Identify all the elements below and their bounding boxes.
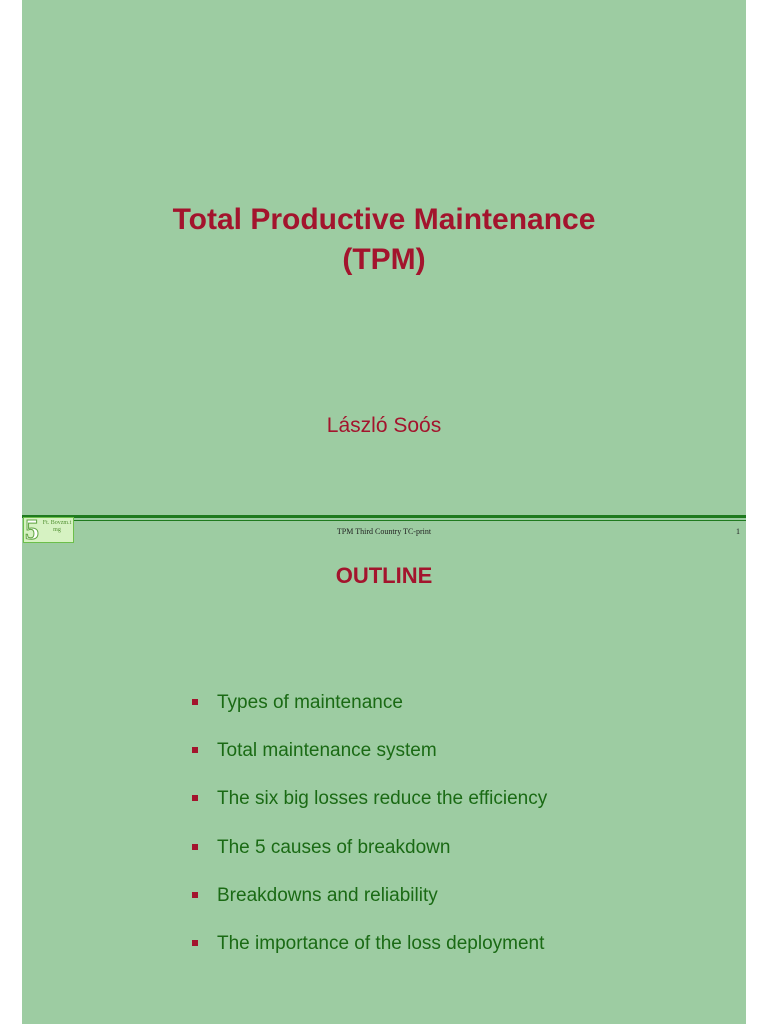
- square-bullet-icon: [192, 747, 198, 753]
- list-item: [190, 784, 547, 832]
- outline-heading: OUTLINE: [335, 563, 433, 588]
- slide-title-line-1: Total Productive Maintenance: [172, 203, 596, 236]
- footer-caption: TPM Third Country TC-print: [336, 527, 432, 536]
- list-item-label: Breakdowns and reliability: [217, 884, 438, 906]
- footer-divider: [22, 515, 746, 518]
- list-item: [190, 833, 547, 881]
- square-bullet-icon: [192, 795, 198, 801]
- slide-title-line-2: (TPM): [342, 243, 426, 276]
- document-page: [22, 0, 746, 1024]
- list-item: [190, 929, 547, 977]
- list-item-label: The 5 causes of breakdown: [217, 836, 451, 858]
- square-bullet-icon: [192, 844, 198, 850]
- logo-text: Ft. Bovzm.t mg: [42, 520, 72, 533]
- list-item: [190, 736, 547, 784]
- list-item-label: Total maintenance system: [217, 740, 437, 762]
- square-bullet-icon: [192, 892, 198, 898]
- page-number: 1: [736, 527, 740, 536]
- list-item: [190, 881, 547, 929]
- square-bullet-icon: [192, 699, 198, 705]
- list-item: [190, 688, 547, 736]
- footer-divider-thin: [72, 520, 746, 521]
- slide-title: [22, 200, 746, 280]
- list-item-label: Types of maintenance: [217, 692, 403, 713]
- logo-digit: 5: [25, 515, 39, 546]
- list-item-label: The six big losses reduce the efficiency: [217, 788, 548, 810]
- list-item-label: The importance of the loss deployment: [217, 932, 545, 954]
- outline-list: [190, 688, 547, 977]
- square-bullet-icon: [192, 940, 198, 946]
- slide-footer: [22, 515, 746, 545]
- author-name: László Soós: [326, 414, 442, 437]
